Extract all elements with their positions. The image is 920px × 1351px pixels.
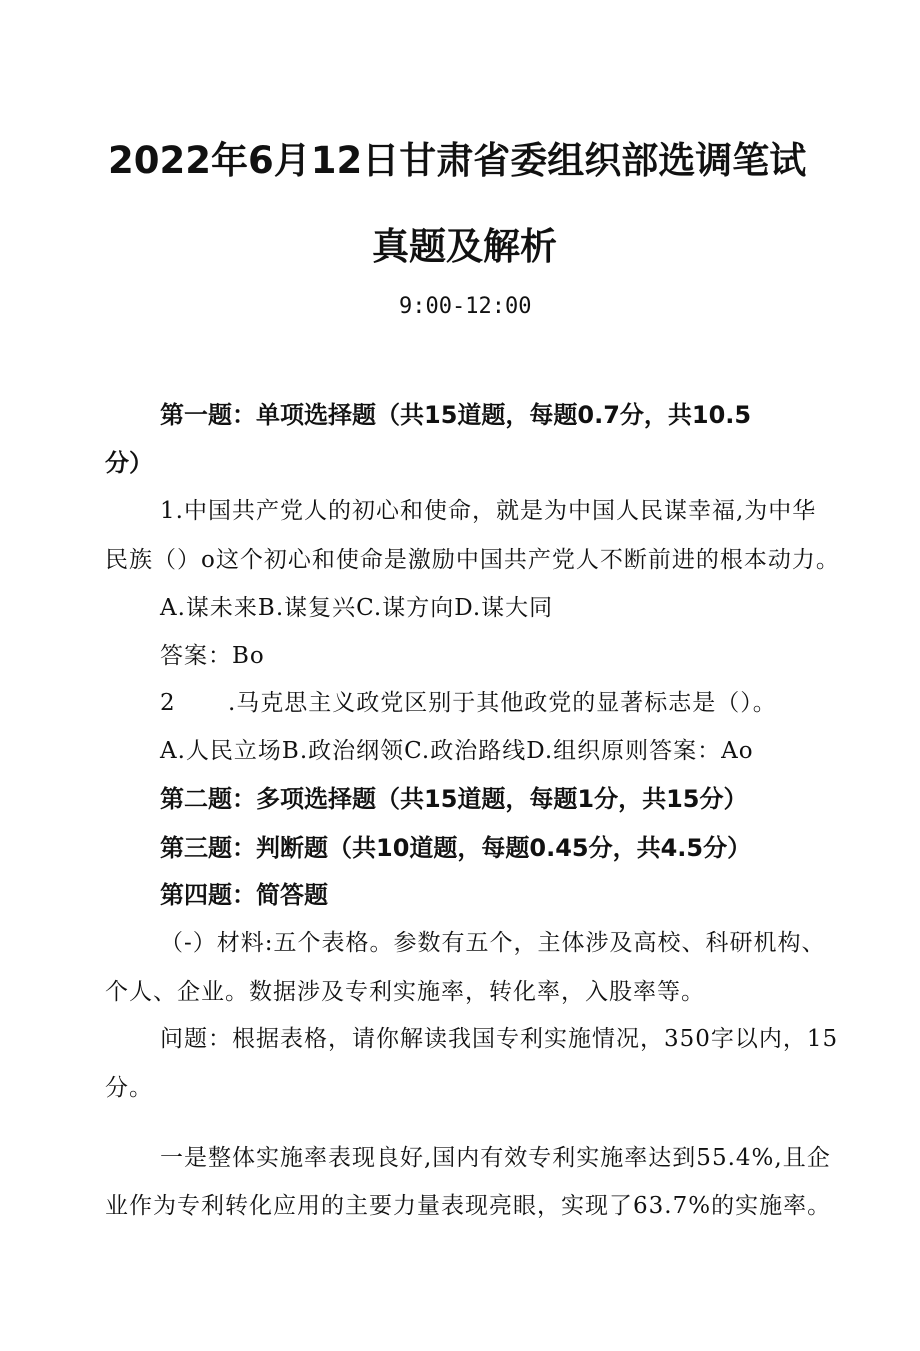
- question-line1: 问题：根据表格，请你解读我国专利实施情况，350字以内，15: [160, 1026, 839, 1052]
- q1-stem-line2: 民族（）o这个初心和使命是激励中国共产党人不断前进的根本动力。: [105, 547, 840, 573]
- exam-time: 9:00-12:00: [399, 294, 532, 319]
- section1-heading-line1: 第一题：单项选择题（共15道题，每题0.7分，共10.5: [160, 401, 752, 429]
- question-line2: 分。: [105, 1075, 153, 1101]
- q2-options-answer: A.人民立场B.政治纲领C.政治路线D.组织原则答案：Ao: [160, 738, 754, 764]
- document-title-line2: 真题及解析: [372, 225, 557, 268]
- material-line2: 个人、企业。数据涉及专利实施率，转化率，入股率等。: [105, 979, 705, 1005]
- answer-line2: 业作为专利转化应用的主要力量表现亮眼，实现了63.7%的实施率。: [105, 1193, 832, 1219]
- section2-heading: 第二题：多项选择题（共15道题，每题1分，共15分）: [160, 785, 748, 813]
- material-line1: （-）材料:五个表格。参数有五个，主体涉及高校、科研机构、: [160, 930, 826, 956]
- q1-options: A.谋未来B.谋复兴C.谋方向D.谋大同: [160, 595, 554, 621]
- section1-heading-line2: 分）: [105, 449, 153, 477]
- section3-heading: 第三题：判断题（共10道题，每题0.45分，共4.5分）: [160, 834, 752, 862]
- q1-answer: 答案：Bo: [160, 643, 265, 669]
- section4-heading: 第四题：简答题: [160, 881, 328, 909]
- q1-stem-line1: 1.中国共产党人的初心和使命，就是为中国人民谋幸福,为中华: [160, 498, 817, 524]
- q2-number: 2: [160, 690, 176, 716]
- answer-line1: 一是整体实施率表现良好,国内有效专利实施率达到55.4%,且企: [160, 1145, 831, 1171]
- document-title-line1: 2022年6月12日甘肃省委组织部选调笔试: [108, 139, 807, 182]
- q2-stem: .马克思主义政党区别于其他政党的显著标志是（）。: [228, 690, 777, 716]
